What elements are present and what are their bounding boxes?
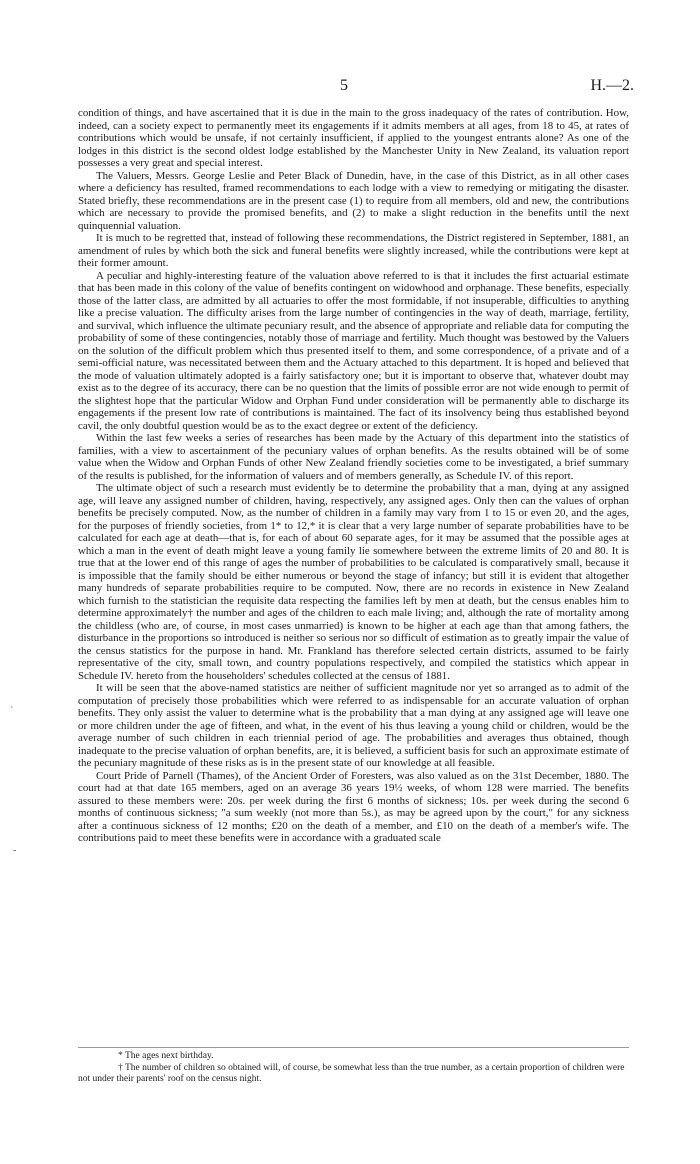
margin-tick-mark: ` bbox=[10, 706, 14, 717]
paragraph: condition of things, and have ascertained that it is due in the main to the gross inadequacy of the rates of contribution. How, indeed, can a society expect to permanently meet its engagements if it admits members at all ages, from 18 to 45, at rates of contributions which would be unsafe, if not certainly insufficient, if applied to the youngest entrants alone? As one of the lodges in this district is the second oldest lodge established by the Manchester Unity in New Zealand, its valuation report possesses a very great and special interest. bbox=[78, 107, 629, 169]
footnotes bbox=[78, 1051, 629, 1086]
paragraph: A peculiar and highly-interesting feature of the valuation above referred to is that it includes the first actuarial estimate that has been made in this colony of the value of benefits contingent on widowhood and orphanage. These benefits, especially those of the latter class, are admitted by all actuaries to offer the most formidable, if not insuperable, difficulties to anything like a precise valuation. The difficulty arises from the large number of contingencies in the way of death, marriage, fertility, and survival, which influence the ultimate pecuniary result, and the absence of appropriate and reliable data for computing the probability of some of these contingencies, notably those of marriage and fertility. Much thought was bestowed by the Valuers on the solution of the difficult problem which thus presented itself to them, and some correspondence, of a private and of a semi-official nature, was necessitated between them and the Actuary attached to this department. It is hoped and believed that the mode of valuation ultimately adopted is a fairly satisfactory one; but it is important to observe that, whatever doubt may exist as to the degree of its accuracy, there can be no question that the limits of possible error are not wide enough to permit of the slightest hope that the particular Widow and Orphan Fund under consideration will be permanently able to discharge its engagements if the present low rate of contributions is maintained. The fact of its insolvency being thus established beyond cavil, the only doubtful question would be as to the exact degree or extent of the deficiency. bbox=[78, 269, 629, 432]
paragraph: The ultimate object of such a research must evidently be to determine the probability that a man, dying at any assigned age, will leave any assigned number of children, having, respectively, any assigned ages. Only then can the values of orphan benefits be precisely computed. Now, as the number of children in a family may vary from 1 to 15 or even 20, and the ages, for the purposes of friendly societies, from 1* to 12,* it is clear that a very large number of separate probabilities have to be calculated for each age at death—that is, for each of about 60 separate ages, for it may be assumed that the possible ages at which a man in the event of death might leave a young family lie somewhere between the extreme limits of 20 and 80. It is true that at the lower end of this range of ages the number of probabilities to be calculated is comparatively small, because it is impossible that the family should be either numerous or beyond the stage of infancy; but still it is evident that altogether many hundreds of separate probabilities require to be computed. Now, there are no records in existence in New Zealand which furnish to the statistician the requisite data respecting the families left by men at death, but the census enables him to determine approximately† the number and ages of the children to each male living; and, although the rate of mortality among the childless (who are, of course, in most cases unmarried) is known to be higher at each age than that among fathers, the disturbance in the proportions so introduced is neither so serious nor so difficult of estimation as to greatly impair the value of the census statistics for the purpose in hand. Mr. Frankland has therefore selected certain districts, assumed to be fairly representative of the city, small town, and country populations respectively, and compiled the statistics which appear in Schedule IV. hereto from the householders' schedules collected at the census of 1881. bbox=[78, 482, 629, 682]
paragraph: Within the last few weeks a series of researches has been made by the Actuary of this department into the statistics of families, with a view to ascertainment of the pecuniary values of orphan benefits. As the results obtained will be of some value when the Widow and Orphan Funds of other New Zealand friendly societies come to be investigated, a brief summary of the results is published, for the information of valuers and of members generally, as Schedule IV. of this report. bbox=[78, 432, 629, 482]
section-code: H.—2. bbox=[590, 77, 634, 94]
footnote: * The ages next birthday. bbox=[118, 1051, 214, 1061]
paragraph: It will be seen that the above-named statistics are neither of sufficient magnitude nor yet so arranged as to admit of the computation of precisely those probabilities which were referred to as indispensable for an accurate valuation of orphan benefits. They only assist the valuer to determine what is the probability that a man dying at any assigned age will leave one or more children under the age of fifteen, and what, in the event of his thus leaving a young child or children, would be the average number of such children in each triennial period of age. The probabilities and averages thus obtained, though inadequate to the precise valuation of orphan benefits, are, it is believed, a sufficient basis for such an approximate estimate of the pecuniary magnitude of these risks as is in the present state of our knowledge at all feasible. bbox=[78, 682, 629, 769]
footnote-divider bbox=[78, 1047, 629, 1048]
page-number: 5 bbox=[340, 77, 348, 94]
body-text bbox=[78, 107, 629, 845]
margin-tick-mark: - bbox=[13, 845, 17, 856]
paragraph: The Valuers, Messrs. George Leslie and Peter Black of Dunedin, have, in the case of this District, as in all other cases where a deficiency has resulted, framed recommendations to each lodge with a view to remedying or mitigating the disaster. Stated briefly, these recommendations are in the present case (1) to require from all members, old and new, the contributions which are necessary to provide the promised benefits, and (2) to make a slight reduction in the benefits until the next quinquennial valuation. bbox=[78, 169, 629, 232]
paragraph: It is much to be regretted that, instead of following these recommendations, the District registered in September, 1881, an amendment of rules by which both the sick and funeral benefits were slightly increased, while the contributions were kept at their former amount. bbox=[78, 232, 629, 269]
footnote: † The number of children so obtained will, of course, be somewhat less than the true number, as a certain proportion of children were not under their parents' roof on the census night. bbox=[78, 1062, 625, 1084]
paragraph: Court Pride of Parnell (Thames), of the Ancient Order of Foresters, was also valued as on the 31st December, 1880. The court had at that date 165 members, aged on an average 36 years 19½ weeks, of whom 128 were married. The benefits assured to these members were: 20s. per week during the first 6 months of sickness; 10s. per week during the second 6 months of continuous sickness; "a sum weekly (not more than 5s.), as may be agreed upon by the court," for any sickness after a continuous sickness of 12 months; £20 on the death of a member, and £10 on the death of a member's wife. The contributions paid to meet these benefits were in accordance with a graduated scale bbox=[78, 769, 629, 844]
